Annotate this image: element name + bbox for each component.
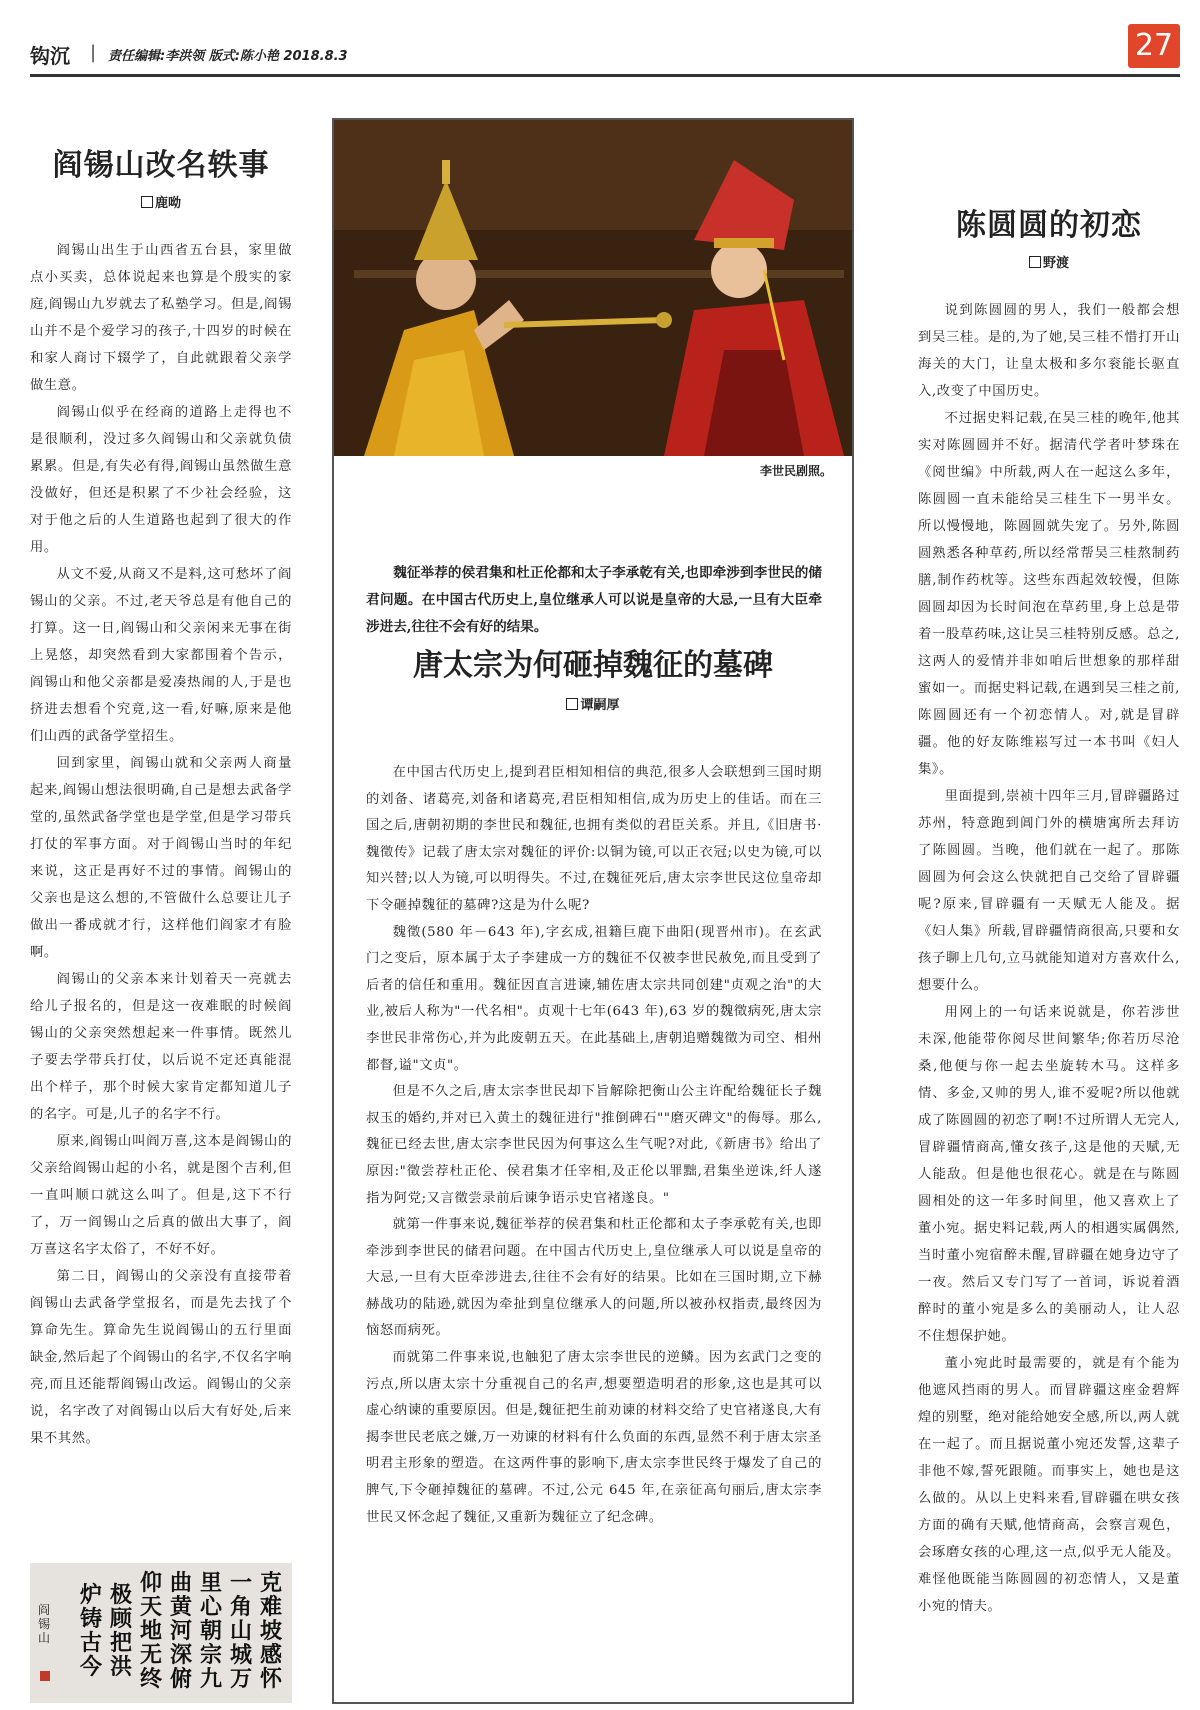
editor-meta: 责任编辑:李洪领 版式:陈小艳 2018.8.3 [108,49,348,64]
header-separator: | [90,42,97,63]
paragraph: 说到陈圆圆的男人，我们一般都会想到吴三桂。是的,为了她,吴三桂不惜打开山海关的大门，让皇太极和多尔衮能长驱直入,改变了中国历史。 [918,303,1180,399]
paragraph: 但是不久之后,唐太宗李世民却下旨解除把衡山公主许配给魏征长子魏叔玉的婚约,并对已入黄土的魏征进行"推倒碑石""磨灭碑文"的侮辱。那么,魏征已经去世,唐太宗李世民因为何事这么生气呢?对此,《新唐书》给出了原因:"徵尝荐杜正伦、侯君集才任宰相,及正伦以罪黜,君集坐逆诛,纤人遂指为阿党;又言徵尝录前后谏争语示史官褚遂良。" [366,1084,822,1206]
right-article [918,200,1180,1620]
left-article-author: 鹿呦 [154,196,181,211]
paragraph: 阎锡山似乎在经商的道路上走得也不是很顺利，没过多久阎锡山和父亲就负债累累。但是,有失必有得,阎锡山虽然做生意没做好，但还是积累了不少社会经验，这对于他之后的人生道路也起到了很大的作用。 [30,405,292,555]
calligraphy-column: 仰天地无终 [139,1570,162,1692]
paragraph: 魏徵(580 年－643 年),字玄成,祖籍巨鹿下曲阳(现晋州市)。在玄武门之变后，原本属于太子李建成一方的魏征不仅被李世民赦免,而且受到了后者的信任和重用。魏征因直言进谏,辅佐唐太宗共同创建"贞观之治"的大业,被后人称为"一代名相"。贞观十七年(643 年),63 岁的魏徵病死,唐太宗李世民非常伤心,并为此废朝五天。在此基础上,唐朝追赠魏徵为司空、相州都督,谥"文贞"。 [366,924,822,1073]
calligraphy-signature: 阎锡山 [38,1603,51,1645]
paragraph: 回到家里，阎锡山就和父亲两人商量起来,阎锡山想法很明确,自己是想去武备学堂的,虽然武备学堂也是学堂,但是学习带兵打仗的军事方面。对于阎锡山当时的年纪来说，这正是再好不过的事情。阎锡山的父亲也是这么想的,不管做什么总要让儿子做出一番成就才行，这样他们阎家才有脸啊。 [30,756,292,960]
right-article-body [918,297,1180,1620]
left-article-body [30,237,292,1452]
section-name: 钩沉 [30,44,70,68]
li-shimin-stage-photo [334,120,852,456]
byline-box-icon [566,698,578,710]
paragraph: 用网上的一句话来说就是，你若涉世未深,他能带你阅尽世间繁华;你若历尽沧桑,他便与你一起去坐旋转木马。这样多情、多金,又帅的男人,谁不爱呢?所以他就成了陈圆圆的初恋了啊!不过所谓人无完人,冒辟疆情商高,懂女孩子,这是他的天赋,无人能敌。但是他也很花心。就是在与陈圆圆相处的这一年多时间里，他又喜欢上了董小宛。据史料记载,两人的相遇实属偶然,当时董小宛宿醉未醒,冒辟疆在她身边守了一夜。然后又专门写了一首词，诉说着酒醉时的董小宛是多么的美丽动人，让人忍不住想保护她。 [918,1005,1180,1344]
paragraph: 在中国古代历史上,提到君臣相知相信的典范,很多人会联想到三国时期的刘备、诸葛亮,刘备和诸葛亮,君臣相知相信,成为历史上的佳话。而在三国之后,唐朝初期的李世民和魏征,也拥有类似的君臣关系。并且,《旧唐书·魏徵传》记载了唐太宗对魏征的评价:以铜为镜,可以正衣冠;以史为镜,可以知兴替;以人为镜,可以明得失。不过,在魏征死后,唐太宗李世民这位皇帝却下令砸掉魏征的墓碑?这是为什么呢? [366,765,822,913]
center-article-title: 唐太宗为何砸掉魏征的墓碑 [413,648,773,683]
paragraph: 从文不爱,从商又不是料,这可愁坏了阎锡山的父亲。不过,老天爷总是有他自己的打算。这一日,阎锡山和父亲闲来无事在街上晃悠，却突然看到大家都围着个告示，阎锡山和他父亲都是爱凑热闹的人,于是也挤进去想看个究竟,这一看,好嘛,原来是他们山西的武备学堂招生。 [30,567,292,744]
center-article-frame [332,118,854,1704]
center-article-lead: 魏征举荐的侯君集和杜正伦都和太子李承乾有关,也即牵涉到李世民的储君问题。在中国古代历史上,皇位继承人可以说是皇帝的大忌,一旦有大臣牵涉进去,往往不会有好的结果。 [366,565,822,635]
byline-box-icon [1029,256,1041,268]
right-article-author: 野渡 [1042,256,1069,271]
photo-caption: 李世民剧照。 [759,464,832,478]
paragraph: 第二日，阎锡山的父亲没有直接带着阎锡山去武备学堂报名，而是先去找了个算命先生。算命先生说阎锡山的五行里面缺金,然后起了个阎锡山的名字,不仅名字响亮,而且还能帮阎锡山改运。阎锡山的父亲说，名字改了对阎锡山以后大有好处,后来果不其然。 [30,1269,292,1446]
byline-box-icon [141,196,153,208]
left-article-byline [30,192,292,211]
stage-photo-illustration [334,120,852,456]
center-article-body [366,760,822,1531]
paragraph: 而就第二件事来说,也触犯了唐太宗李世民的逆鳞。因为玄武门之变的污点,所以唐太宗十分重视自己的名声,想要塑造明君的形象,这也是其可以虚心纳谏的重要原因。但是,魏征把生前劝谏的材料交给了史官褚遂良,大有揭李世民老底之嫌,万一劝谏的材料有什么负面的东西,显然不利于唐太宗圣明君主形象的塑造。在这两件事的影响下,唐太宗李世民终于爆发了自己的脾气,下令砸掉魏征的墓碑。不过,公元 645 年,在亲征高句丽后,唐太宗李世民又怀念起了魏征,又重新为魏征立了纪念碑。 [366,1350,822,1525]
right-article-byline [918,252,1180,271]
page-header [30,30,1180,77]
calligraphy-image [30,1563,292,1703]
calligraphy-column: 克难坡感怀 [259,1570,282,1692]
calligraphy-column: 里心朝宗九 [199,1570,222,1692]
paragraph: 原来,阎锡山叫阎万喜,这本是阎锡山的父亲给阎锡山起的小名，就是图个吉利,但一直叫顺口就这么叫了。但是,这下不行了，万一阎锡山之后真的做出大事了，阎万喜这名字太俗了，不好不好。 [30,1134,292,1257]
center-article-author: 谭嗣厚 [580,698,620,713]
calligraphy-column: 一角山城万 [229,1570,252,1692]
paragraph: 董小宛此时最需要的，就是有个能为他遮风挡雨的男人。而冒辟疆这座金碧辉煌的别墅，绝对能给她安全感,所以,两人就在一起了。而且据说董小宛还发誓,这辈子非他不嫁,誓死跟随。而事实上，她也是这么做的。从以上史料来看,冒辟疆在哄女孩方面的确有天赋,他情商高，会察言观色，会琢磨女孩的心理,这一点,似乎无人能及。难怪他既能当陈圆圆的初恋情人，又是董小宛的情夫。 [918,1356,1180,1614]
calligraphy-column: 曲黄河深俯 [169,1570,192,1692]
left-article-title: 阎锡山改名轶事 [52,148,270,183]
center-article-byline [334,694,852,713]
calligraphy-column: 炉铸古今 [79,1582,102,1680]
calligraphy-column: 极顾把洪 [109,1582,132,1680]
paragraph: 里面提到,崇祯十四年三月,冒辟疆路过苏州，特意跑到阊门外的横塘寓所去拜访了陈圆圆。当晚，他们就在一起了。那陈圆圆为何会这么快就把自己交给了冒辟疆呢?原来,冒辟疆有一天赋无人能及。据《妇人集》所载,冒辟疆情商很高,只要和女孩子聊上几句,立马就能知道对方喜欢什么,想要什么。 [918,789,1180,993]
seal-stamp-icon [40,1671,50,1681]
paragraph: 就第一件事来说,魏征举荐的侯君集和杜正伦都和太子李承乾有关,也即牵涉到李世民的储君问题。在中国古代历史上,皇位继承人可以说是皇帝的大忌,一旦有大臣牵涉进去,往往不会有好的结果。比如在三国时期,立下赫赫战功的陆逊,就因为牵扯到皇位继承人的问题,所以被孙权指责,最终因为恼怒而病死。 [366,1217,822,1339]
page-number-badge: 27 [1128,24,1180,68]
left-article [30,140,292,1452]
paragraph: 不过据史料记载,在吴三桂的晚年,他其实对陈圆圆并不好。据清代学者叶梦珠在《阅世编》中所载,两人在一起这么多年，陈圆圆一直未能给吴三桂生下一男半女。所以慢慢地，陈圆圆就失宠了。另外,陈圆圆熟悉各种草药,所以经常帮吴三桂熬制药膳,制作药枕等。这些东西起效较慢，但陈圆圆却因为长时间泡在草药里,身上总是带着一股草药味,这让吴三桂特别反感。总之,这两人的爱情并非如咱后世想象的那样甜蜜如一。而据史料记载,在遇到吴三桂之前,陈圆圆还有一个初恋情人。对,就是冒辟疆。他的好友陈维崧写过一本书叫《妇人集》。 [918,411,1180,777]
paragraph: 阎锡山出生于山西省五台县，家里做点小买卖，总体说起来也算是个殷实的家庭,阎锡山九岁就去了私塾学习。但是,阎锡山并不是个爱学习的孩子,十四岁的时候在和家人商讨下辍学了，自此就跟着父亲学做生意。 [30,243,292,393]
right-article-title: 陈圆圆的初恋 [956,208,1142,243]
paragraph: 阎锡山的父亲本来计划着天一亮就去给儿子报名的，但是这一夜难眠的时候阎锡山的父亲突然想起来一件事情。既然儿子要去学带兵打仗，以后说不定还真能混出个样子，那个时候大家肯定都知道儿子的名字。可是,儿子的名字不行。 [30,972,292,1122]
